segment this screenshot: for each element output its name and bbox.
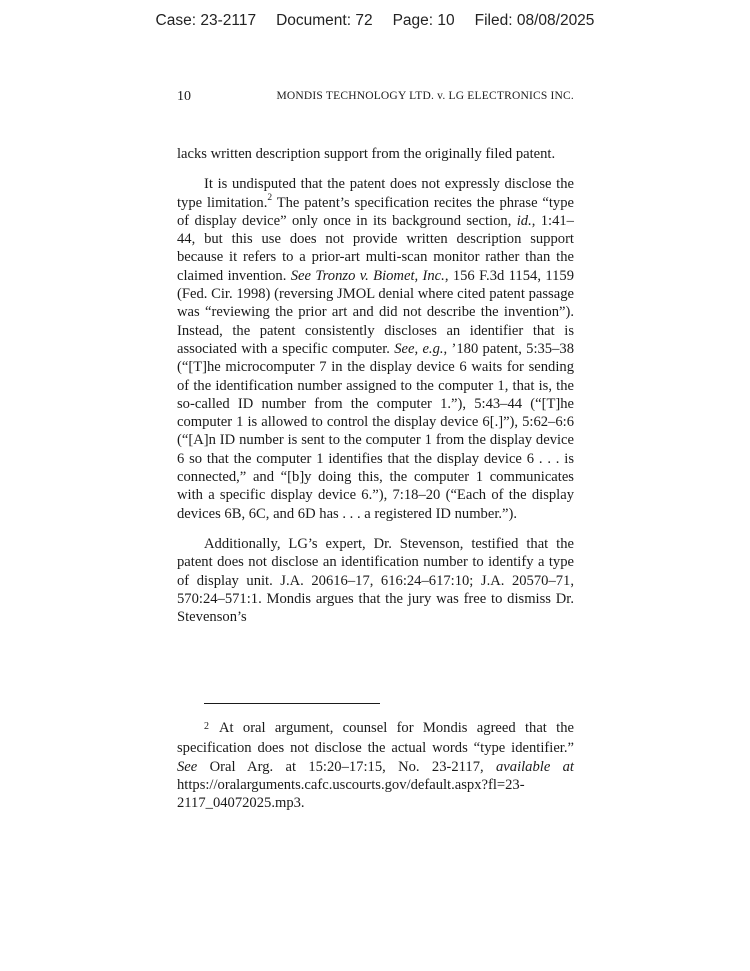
document-number: Document: 72 [276,12,373,29]
footnote-marker: 2 [204,721,209,732]
case-caption: MONDIS TECHNOLOGY LTD. v. LG ELECTRONICS INC. [276,90,574,102]
paragraph-1: lacks written description support from the originally filed patent. [177,146,556,162]
paragraph-3: Additionally, LG’s expert, Dr. Stevenson, testified that the patent does not disclose an identification number to identify a type of display unit. J.A. 20616–17, 616:24–617:10; J.A. 20570–71, 570:24–571:1. Mondis argues that the jury was free to dismiss Dr. Stevenson’s [177,535,574,626]
case-number: Case: 23-2117 [155,12,257,29]
footnote: $^2$ At oral argument, counsel for Mondis agreed that the specification does not disclose the actual words “type identifier.” See Oral Arg. at 15:20–17:15, No. 23-2117, available at https://oralarguments.cafc.uscourts.gov/default.aspx?fl=23-2117_04072025.mp3. [177,720,574,812]
paragraph-2: It is undisputed that the patent does not expressly disclose the type limitation.$^2$ The patent’s specification recites the phrase “type of display device” only once in its background section, id., 1:41–44, but this use does not provide written description support because it refers to a prior-art multi-scan monitor rather than the claimed invention. See Tronzo v. Biomet, Inc., 156 F.3d 1154, 1159 (Fed. Cir. 1998) (reversing JMOL denial where cited patent passage was “reviewing the prior art and did not describe the invention”). Instead, the patent consistently discloses an identifier that is associated with a specific computer. See, e.g., ’180 patent, 5:35–38 (“[T]he microcomputer 7 in the display device 6 waits for sending of the identification number assigned to the computer 1, that is, the so-called ID number from the computer 1.”), 5:43–44 (“[T]he computer 1 is allowed to control the display device 6[.]”), 5:62–6:6 (“[A]n ID number is sent to the computer 1 from the display device 6 so that the computer 1 identifies that the display device 6 . . . is connected,” and “[b]y doing this, the computer 1 communicates with a specific display device 6.”), 7:18–20 (“Each of the display devices 6B, 6C, and 6D has . . . a registered ID number.”). [177,176,574,522]
opinion-body [177,145,574,638]
footnote-reference: 2 [267,192,273,203]
docket-header [0,12,750,30]
page-number: 10 [177,89,191,104]
filed-date: Filed: 08/08/2025 [474,12,595,29]
page-label: Page: 10 [392,12,455,29]
footnote-divider [204,703,380,704]
